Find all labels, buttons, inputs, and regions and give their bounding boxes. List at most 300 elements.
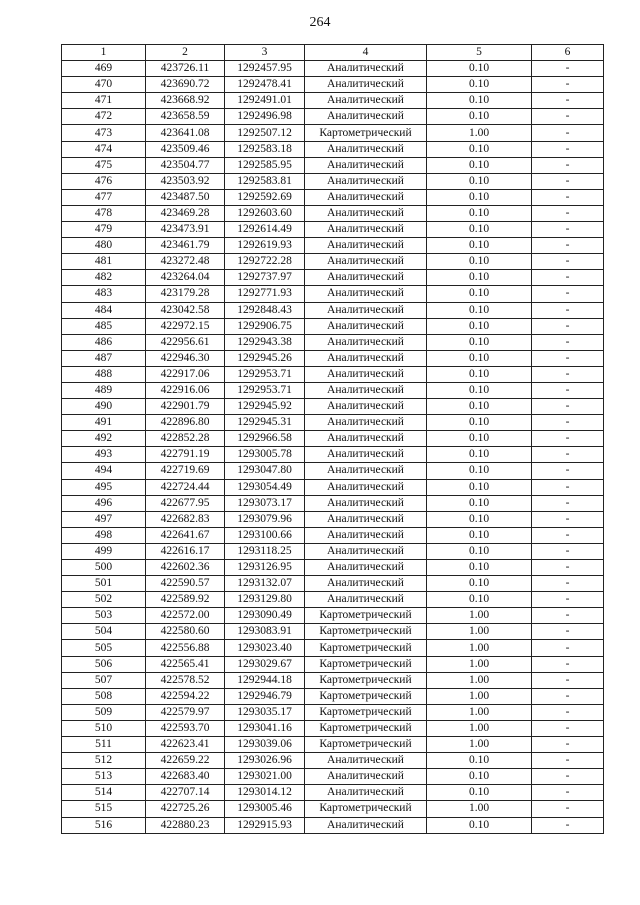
- table-row: [62, 109, 604, 125]
- x-coordinate-cell: 422589.92: [146, 592, 225, 608]
- accuracy-cell: 0.10: [427, 93, 532, 109]
- x-coordinate-cell: 423690.72: [146, 77, 225, 93]
- coordinates-table: [61, 44, 604, 834]
- point-number-cell: 515: [62, 801, 146, 817]
- method-cell: Аналитический: [305, 463, 427, 479]
- table-row: [62, 720, 604, 736]
- accuracy-cell: 0.10: [427, 527, 532, 543]
- method-cell: Картометрический: [305, 624, 427, 640]
- note-cell: -: [532, 479, 604, 495]
- x-coordinate-cell: 422917.06: [146, 366, 225, 382]
- point-number-cell: 503: [62, 608, 146, 624]
- y-coordinate-cell: 1293039.06: [225, 737, 305, 753]
- note-cell: -: [532, 753, 604, 769]
- point-number-cell: 493: [62, 447, 146, 463]
- point-number-cell: 505: [62, 640, 146, 656]
- method-cell: Картометрический: [305, 720, 427, 736]
- point-number-cell: 494: [62, 463, 146, 479]
- point-number-cell: 471: [62, 93, 146, 109]
- y-coordinate-cell: 1292966.58: [225, 431, 305, 447]
- y-coordinate-cell: 1292603.60: [225, 205, 305, 221]
- point-number-cell: 476: [62, 173, 146, 189]
- table-row: [62, 495, 604, 511]
- x-coordinate-cell: 422623.41: [146, 737, 225, 753]
- point-number-cell: 512: [62, 753, 146, 769]
- note-cell: -: [532, 109, 604, 125]
- x-coordinate-cell: 423042.58: [146, 302, 225, 318]
- y-coordinate-cell: 1292583.81: [225, 173, 305, 189]
- note-cell: -: [532, 302, 604, 318]
- y-coordinate-cell: 1292771.93: [225, 286, 305, 302]
- column-header-1: 1: [62, 45, 146, 61]
- y-coordinate-cell: 1293083.91: [225, 624, 305, 640]
- accuracy-cell: 1.00: [427, 801, 532, 817]
- method-cell: Картометрический: [305, 688, 427, 704]
- x-coordinate-cell: 423668.92: [146, 93, 225, 109]
- point-number-cell: 491: [62, 415, 146, 431]
- note-cell: -: [532, 688, 604, 704]
- y-coordinate-cell: 1293005.46: [225, 801, 305, 817]
- method-cell: Аналитический: [305, 318, 427, 334]
- table-row: [62, 366, 604, 382]
- table-row: [62, 785, 604, 801]
- note-cell: -: [532, 415, 604, 431]
- x-coordinate-cell: 422580.60: [146, 624, 225, 640]
- method-cell: Аналитический: [305, 753, 427, 769]
- y-coordinate-cell: 1292478.41: [225, 77, 305, 93]
- point-number-cell: 511: [62, 737, 146, 753]
- point-number-cell: 513: [62, 769, 146, 785]
- accuracy-cell: 0.10: [427, 785, 532, 801]
- note-cell: -: [532, 785, 604, 801]
- table-row: [62, 222, 604, 238]
- note-cell: -: [532, 592, 604, 608]
- note-cell: -: [532, 704, 604, 720]
- y-coordinate-cell: 1292592.69: [225, 189, 305, 205]
- y-coordinate-cell: 1293073.17: [225, 495, 305, 511]
- table-row: [62, 479, 604, 495]
- x-coordinate-cell: 422593.70: [146, 720, 225, 736]
- note-cell: -: [532, 157, 604, 173]
- note-cell: -: [532, 382, 604, 398]
- x-coordinate-cell: 422594.22: [146, 688, 225, 704]
- method-cell: Аналитический: [305, 511, 427, 527]
- method-cell: Аналитический: [305, 270, 427, 286]
- x-coordinate-cell: 422683.40: [146, 769, 225, 785]
- x-coordinate-cell: 422677.95: [146, 495, 225, 511]
- method-cell: Картометрический: [305, 801, 427, 817]
- x-coordinate-cell: 422579.97: [146, 704, 225, 720]
- method-cell: Аналитический: [305, 302, 427, 318]
- x-coordinate-cell: 423658.59: [146, 109, 225, 125]
- table-row: [62, 77, 604, 93]
- note-cell: -: [532, 817, 604, 833]
- point-number-cell: 500: [62, 560, 146, 576]
- table-row: [62, 817, 604, 833]
- y-coordinate-cell: 1292507.12: [225, 125, 305, 141]
- table-row: [62, 737, 604, 753]
- note-cell: -: [532, 737, 604, 753]
- accuracy-cell: 0.10: [427, 205, 532, 221]
- accuracy-cell: 0.10: [427, 318, 532, 334]
- y-coordinate-cell: 1293054.49: [225, 479, 305, 495]
- method-cell: Картометрический: [305, 672, 427, 688]
- x-coordinate-cell: 422896.80: [146, 415, 225, 431]
- point-number-cell: 492: [62, 431, 146, 447]
- accuracy-cell: 0.10: [427, 286, 532, 302]
- x-coordinate-cell: 422707.14: [146, 785, 225, 801]
- y-coordinate-cell: 1293026.96: [225, 753, 305, 769]
- accuracy-cell: 1.00: [427, 704, 532, 720]
- accuracy-cell: 1.00: [427, 624, 532, 640]
- note-cell: -: [532, 318, 604, 334]
- point-number-cell: 502: [62, 592, 146, 608]
- table-row: [62, 238, 604, 254]
- point-number-cell: 501: [62, 576, 146, 592]
- x-coordinate-cell: 422578.52: [146, 672, 225, 688]
- point-number-cell: 496: [62, 495, 146, 511]
- note-cell: -: [532, 495, 604, 511]
- method-cell: Аналитический: [305, 479, 427, 495]
- table-row: [62, 704, 604, 720]
- point-number-cell: 514: [62, 785, 146, 801]
- point-number-cell: 472: [62, 109, 146, 125]
- method-cell: Картометрический: [305, 608, 427, 624]
- method-cell: Аналитический: [305, 431, 427, 447]
- table-row: [62, 141, 604, 157]
- x-coordinate-cell: 423272.48: [146, 254, 225, 270]
- method-cell: Аналитический: [305, 61, 427, 77]
- y-coordinate-cell: 1292945.31: [225, 415, 305, 431]
- y-coordinate-cell: 1292953.71: [225, 382, 305, 398]
- point-number-cell: 506: [62, 656, 146, 672]
- x-coordinate-cell: 422719.69: [146, 463, 225, 479]
- accuracy-cell: 0.10: [427, 382, 532, 398]
- table-row: [62, 672, 604, 688]
- point-number-cell: 510: [62, 720, 146, 736]
- accuracy-cell: 0.10: [427, 302, 532, 318]
- accuracy-cell: 1.00: [427, 672, 532, 688]
- x-coordinate-cell: 422659.22: [146, 753, 225, 769]
- point-number-cell: 480: [62, 238, 146, 254]
- point-number-cell: 485: [62, 318, 146, 334]
- x-coordinate-cell: 422602.36: [146, 560, 225, 576]
- accuracy-cell: 0.10: [427, 61, 532, 77]
- point-number-cell: 497: [62, 511, 146, 527]
- method-cell: Картометрический: [305, 737, 427, 753]
- note-cell: -: [532, 543, 604, 559]
- point-number-cell: 507: [62, 672, 146, 688]
- note-cell: -: [532, 141, 604, 157]
- y-coordinate-cell: 1292496.98: [225, 109, 305, 125]
- accuracy-cell: 0.10: [427, 254, 532, 270]
- note-cell: -: [532, 173, 604, 189]
- y-coordinate-cell: 1292737.97: [225, 270, 305, 286]
- point-number-cell: 483: [62, 286, 146, 302]
- method-cell: Аналитический: [305, 157, 427, 173]
- table-row: [62, 318, 604, 334]
- y-coordinate-cell: 1292614.49: [225, 222, 305, 238]
- y-coordinate-cell: 1293118.25: [225, 543, 305, 559]
- point-number-cell: 508: [62, 688, 146, 704]
- method-cell: Аналитический: [305, 189, 427, 205]
- method-cell: Аналитический: [305, 334, 427, 350]
- point-number-cell: 489: [62, 382, 146, 398]
- column-header-4: 4: [305, 45, 427, 61]
- table-row: [62, 157, 604, 173]
- method-cell: Аналитический: [305, 382, 427, 398]
- accuracy-cell: 0.10: [427, 479, 532, 495]
- method-cell: Аналитический: [305, 366, 427, 382]
- x-coordinate-cell: 422901.79: [146, 399, 225, 415]
- table-row: [62, 93, 604, 109]
- table-row: [62, 173, 604, 189]
- accuracy-cell: 0.10: [427, 415, 532, 431]
- point-number-cell: 509: [62, 704, 146, 720]
- y-coordinate-cell: 1293129.80: [225, 592, 305, 608]
- table-row: [62, 511, 604, 527]
- accuracy-cell: 1.00: [427, 720, 532, 736]
- x-coordinate-cell: 422590.57: [146, 576, 225, 592]
- x-coordinate-cell: 423726.11: [146, 61, 225, 77]
- note-cell: -: [532, 350, 604, 366]
- y-coordinate-cell: 1292619.93: [225, 238, 305, 254]
- table-row: [62, 801, 604, 817]
- x-coordinate-cell: 422682.83: [146, 511, 225, 527]
- point-number-cell: 499: [62, 543, 146, 559]
- note-cell: -: [532, 608, 604, 624]
- note-cell: -: [532, 366, 604, 382]
- accuracy-cell: 0.10: [427, 399, 532, 415]
- note-cell: -: [532, 93, 604, 109]
- x-coordinate-cell: 422616.17: [146, 543, 225, 559]
- accuracy-cell: 0.10: [427, 543, 532, 559]
- y-coordinate-cell: 1293023.40: [225, 640, 305, 656]
- y-coordinate-cell: 1292946.79: [225, 688, 305, 704]
- x-coordinate-cell: 422972.15: [146, 318, 225, 334]
- x-coordinate-cell: 422556.88: [146, 640, 225, 656]
- accuracy-cell: 1.00: [427, 608, 532, 624]
- table-row: [62, 302, 604, 318]
- table-row: [62, 286, 604, 302]
- point-number-cell: 481: [62, 254, 146, 270]
- column-header-3: 3: [225, 45, 305, 61]
- x-coordinate-cell: 422946.30: [146, 350, 225, 366]
- method-cell: Картометрический: [305, 704, 427, 720]
- method-cell: Аналитический: [305, 817, 427, 833]
- y-coordinate-cell: 1292722.28: [225, 254, 305, 270]
- point-number-cell: 475: [62, 157, 146, 173]
- note-cell: -: [532, 560, 604, 576]
- table-row: [62, 527, 604, 543]
- point-number-cell: 470: [62, 77, 146, 93]
- accuracy-cell: 0.10: [427, 157, 532, 173]
- accuracy-cell: 1.00: [427, 688, 532, 704]
- method-cell: Аналитический: [305, 93, 427, 109]
- point-number-cell: 482: [62, 270, 146, 286]
- note-cell: -: [532, 286, 604, 302]
- note-cell: -: [532, 222, 604, 238]
- x-coordinate-cell: 423504.77: [146, 157, 225, 173]
- y-coordinate-cell: 1292848.43: [225, 302, 305, 318]
- note-cell: -: [532, 61, 604, 77]
- method-cell: Аналитический: [305, 576, 427, 592]
- accuracy-cell: 0.10: [427, 576, 532, 592]
- method-cell: Аналитический: [305, 109, 427, 125]
- note-cell: -: [532, 769, 604, 785]
- y-coordinate-cell: 1293132.07: [225, 576, 305, 592]
- x-coordinate-cell: 422572.00: [146, 608, 225, 624]
- table-row: [62, 270, 604, 286]
- accuracy-cell: 0.10: [427, 817, 532, 833]
- note-cell: -: [532, 205, 604, 221]
- table-row: [62, 350, 604, 366]
- table-row: [62, 576, 604, 592]
- y-coordinate-cell: 1293021.00: [225, 769, 305, 785]
- table-row: [62, 431, 604, 447]
- x-coordinate-cell: 422791.19: [146, 447, 225, 463]
- method-cell: Картометрический: [305, 656, 427, 672]
- accuracy-cell: 1.00: [427, 656, 532, 672]
- method-cell: Аналитический: [305, 769, 427, 785]
- note-cell: -: [532, 238, 604, 254]
- note-cell: -: [532, 640, 604, 656]
- point-number-cell: 495: [62, 479, 146, 495]
- point-number-cell: 484: [62, 302, 146, 318]
- method-cell: Аналитический: [305, 447, 427, 463]
- accuracy-cell: 0.10: [427, 511, 532, 527]
- method-cell: Аналитический: [305, 350, 427, 366]
- accuracy-cell: 0.10: [427, 334, 532, 350]
- table-row: [62, 189, 604, 205]
- point-number-cell: 487: [62, 350, 146, 366]
- y-coordinate-cell: 1293126.95: [225, 560, 305, 576]
- method-cell: Аналитический: [305, 238, 427, 254]
- accuracy-cell: 0.10: [427, 238, 532, 254]
- accuracy-cell: 1.00: [427, 640, 532, 656]
- note-cell: -: [532, 125, 604, 141]
- accuracy-cell: 0.10: [427, 431, 532, 447]
- accuracy-cell: 1.00: [427, 737, 532, 753]
- point-number-cell: 477: [62, 189, 146, 205]
- y-coordinate-cell: 1293005.78: [225, 447, 305, 463]
- table-row: [62, 334, 604, 350]
- point-number-cell: 486: [62, 334, 146, 350]
- y-coordinate-cell: 1293100.66: [225, 527, 305, 543]
- table-row: [62, 543, 604, 559]
- method-cell: Аналитический: [305, 205, 427, 221]
- note-cell: -: [532, 576, 604, 592]
- y-coordinate-cell: 1292583.18: [225, 141, 305, 157]
- x-coordinate-cell: 423487.50: [146, 189, 225, 205]
- method-cell: Аналитический: [305, 527, 427, 543]
- page-number: 264: [309, 15, 331, 30]
- y-coordinate-cell: 1293035.17: [225, 704, 305, 720]
- method-cell: Аналитический: [305, 592, 427, 608]
- method-cell: Аналитический: [305, 173, 427, 189]
- method-cell: Аналитический: [305, 77, 427, 93]
- table-row: [62, 688, 604, 704]
- y-coordinate-cell: 1292944.18: [225, 672, 305, 688]
- note-cell: -: [532, 447, 604, 463]
- method-cell: Картометрический: [305, 125, 427, 141]
- accuracy-cell: 0.10: [427, 270, 532, 286]
- method-cell: Аналитический: [305, 543, 427, 559]
- table-row: [62, 656, 604, 672]
- x-coordinate-cell: 422725.26: [146, 801, 225, 817]
- note-cell: -: [532, 801, 604, 817]
- method-cell: Картометрический: [305, 640, 427, 656]
- header-row: [62, 45, 604, 61]
- column-header-2: 2: [146, 45, 225, 61]
- y-coordinate-cell: 1292915.93: [225, 817, 305, 833]
- accuracy-cell: 1.00: [427, 125, 532, 141]
- y-coordinate-cell: 1292457.95: [225, 61, 305, 77]
- accuracy-cell: 0.10: [427, 769, 532, 785]
- table-row: [62, 254, 604, 270]
- point-number-cell: 469: [62, 61, 146, 77]
- note-cell: -: [532, 77, 604, 93]
- table-row: [62, 382, 604, 398]
- x-coordinate-cell: 423473.91: [146, 222, 225, 238]
- point-number-cell: 473: [62, 125, 146, 141]
- table-row: [62, 769, 604, 785]
- x-coordinate-cell: 422956.61: [146, 334, 225, 350]
- accuracy-cell: 0.10: [427, 189, 532, 205]
- x-coordinate-cell: 422852.28: [146, 431, 225, 447]
- x-coordinate-cell: 422880.23: [146, 817, 225, 833]
- note-cell: -: [532, 720, 604, 736]
- note-cell: -: [532, 399, 604, 415]
- table-row: [62, 125, 604, 141]
- accuracy-cell: 0.10: [427, 560, 532, 576]
- y-coordinate-cell: 1292491.01: [225, 93, 305, 109]
- x-coordinate-cell: 423503.92: [146, 173, 225, 189]
- accuracy-cell: 0.10: [427, 109, 532, 125]
- x-coordinate-cell: 422724.44: [146, 479, 225, 495]
- column-header-6: 6: [532, 45, 604, 61]
- accuracy-cell: 0.10: [427, 222, 532, 238]
- column-header-5: 5: [427, 45, 532, 61]
- table-row: [62, 560, 604, 576]
- x-coordinate-cell: 422641.67: [146, 527, 225, 543]
- accuracy-cell: 0.10: [427, 350, 532, 366]
- method-cell: Аналитический: [305, 399, 427, 415]
- x-coordinate-cell: 422565.41: [146, 656, 225, 672]
- method-cell: Аналитический: [305, 222, 427, 238]
- method-cell: Аналитический: [305, 415, 427, 431]
- table-row: [62, 640, 604, 656]
- note-cell: -: [532, 334, 604, 350]
- method-cell: Аналитический: [305, 560, 427, 576]
- x-coordinate-cell: 423179.28: [146, 286, 225, 302]
- method-cell: Аналитический: [305, 785, 427, 801]
- method-cell: Аналитический: [305, 141, 427, 157]
- table-row: [62, 592, 604, 608]
- note-cell: -: [532, 270, 604, 286]
- note-cell: -: [532, 431, 604, 447]
- y-coordinate-cell: 1292953.71: [225, 366, 305, 382]
- method-cell: Аналитический: [305, 495, 427, 511]
- method-cell: Аналитический: [305, 286, 427, 302]
- table-row: [62, 399, 604, 415]
- note-cell: -: [532, 624, 604, 640]
- accuracy-cell: 0.10: [427, 366, 532, 382]
- y-coordinate-cell: 1293014.12: [225, 785, 305, 801]
- y-coordinate-cell: 1293047.80: [225, 463, 305, 479]
- note-cell: -: [532, 511, 604, 527]
- table-row: [62, 415, 604, 431]
